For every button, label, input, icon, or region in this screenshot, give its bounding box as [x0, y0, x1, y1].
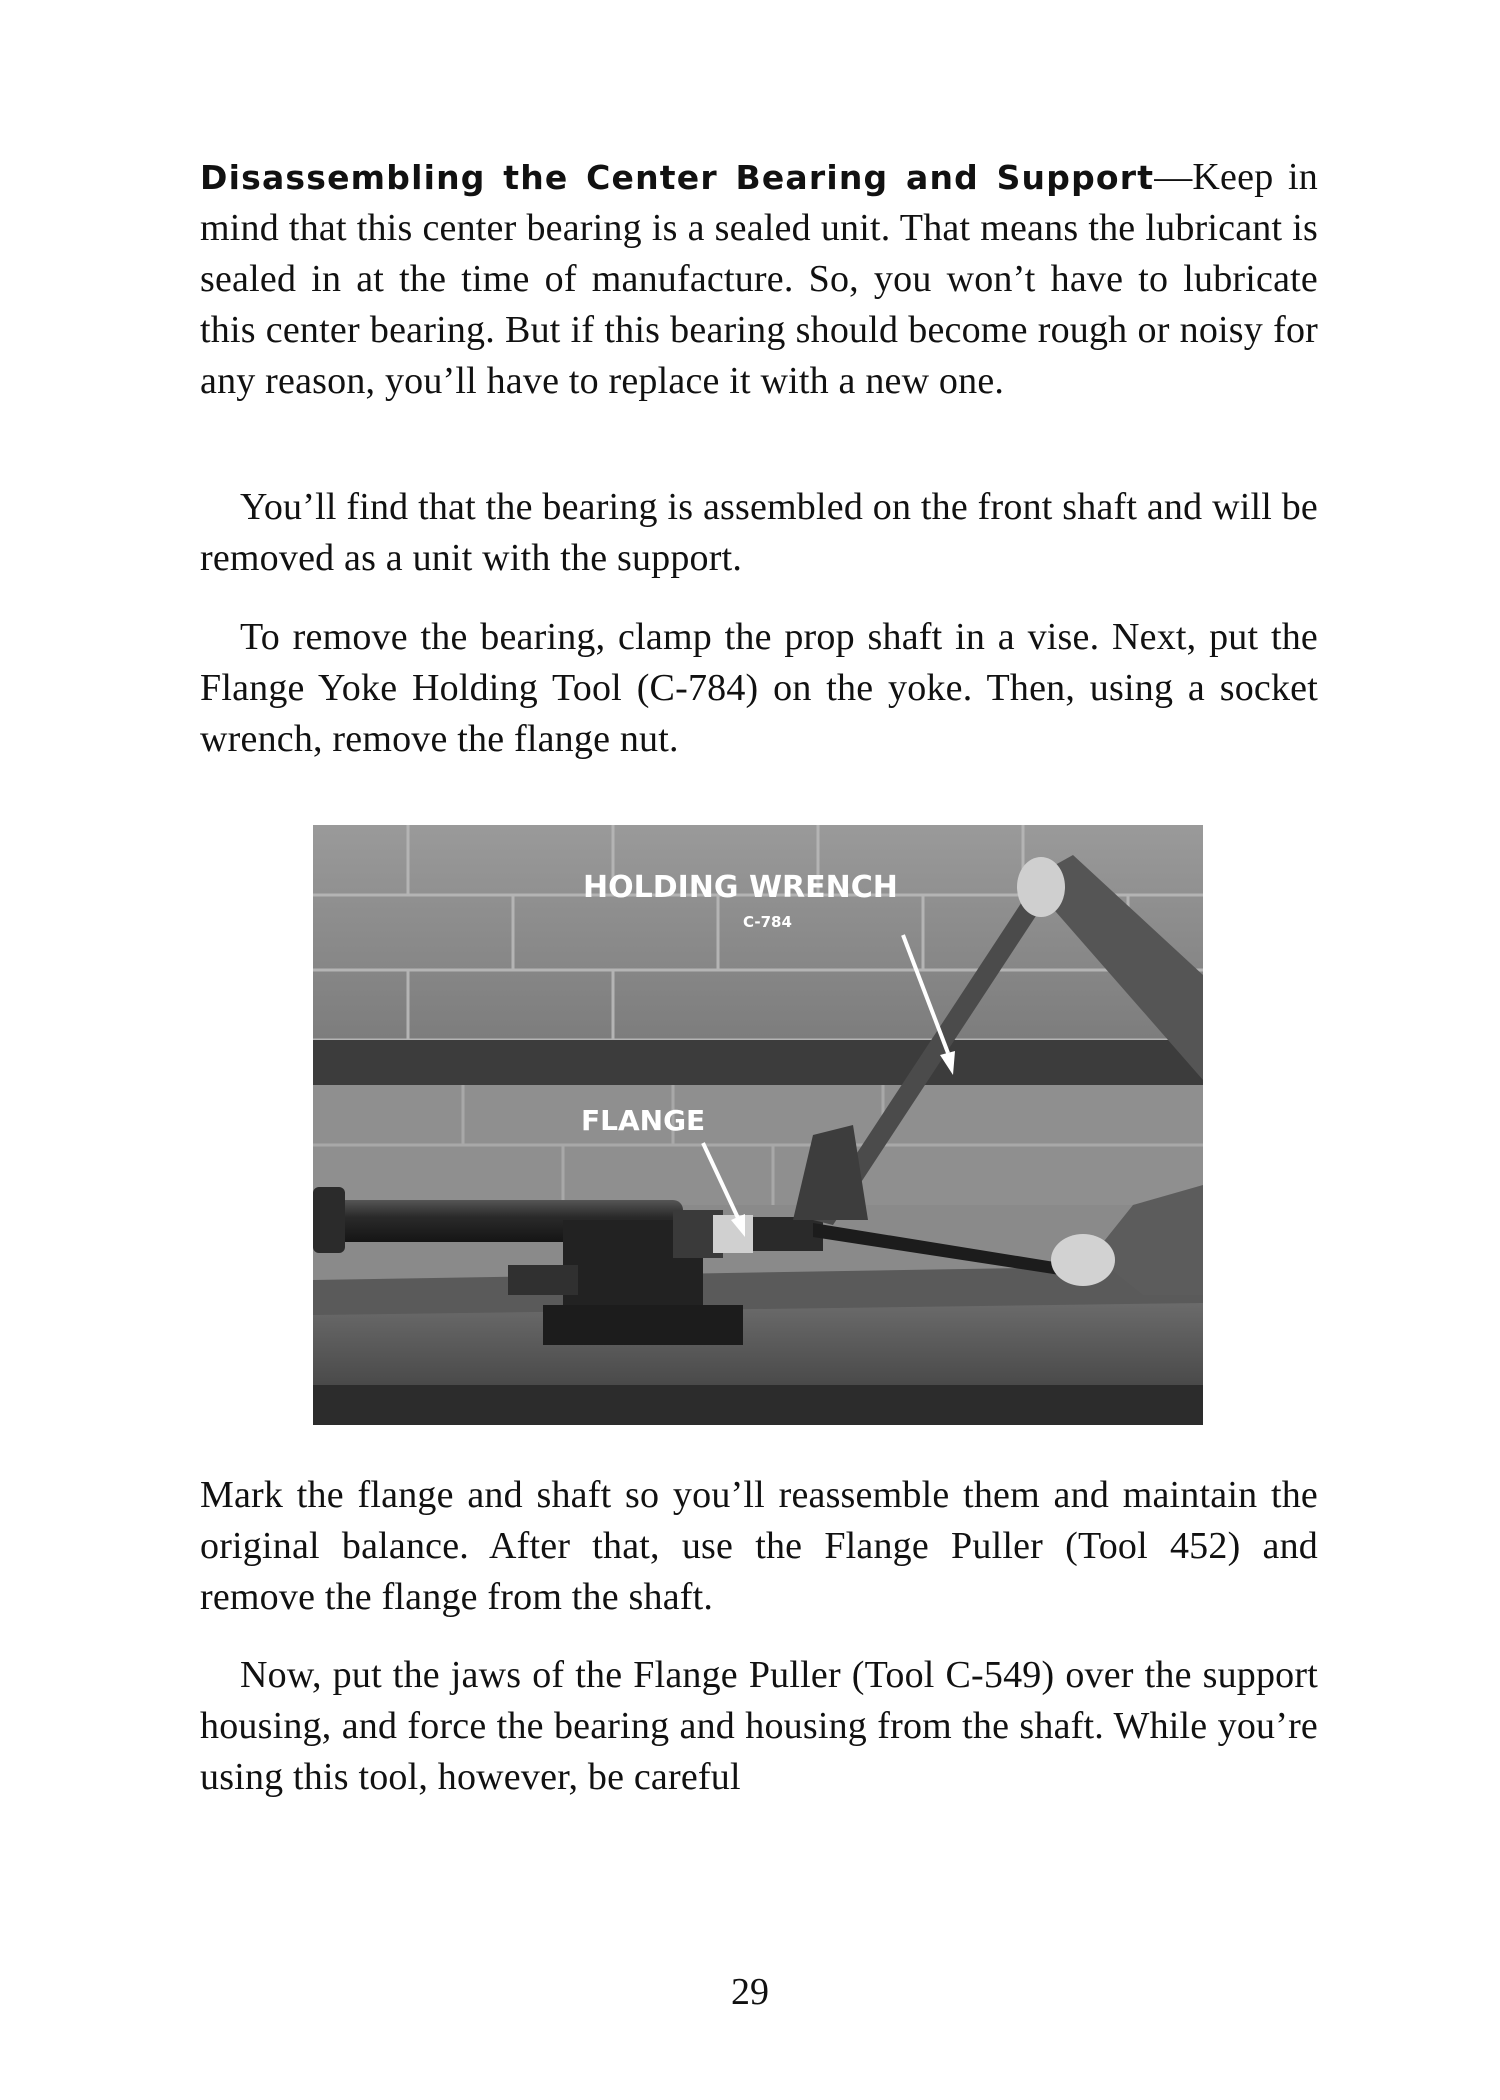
- paragraph-remove-bearing: To remove the bearing, clamp the prop shaft in a vise. Next, put the Flange Yoke Holding Tool (C-784) on the yoke. Then, using a socket wrench, remove the flange nut.: [200, 616, 1318, 760]
- paragraph-bearing-assembled: You’ll find that the bearing is assembled on the front shaft and will be removed as a unit with the support.: [200, 486, 1318, 579]
- label-tool-number: C-784: [743, 913, 792, 931]
- paragraph-mark-flange: Mark the flange and shaft so you’ll reassemble them and maintain the original balance. After that, use the Flange Puller (Tool 452) and remove the flange from the shaft.: [200, 1474, 1318, 1618]
- label-holding-wrench: HOLDING WRENCH: [583, 870, 898, 905]
- photo-holding-wrench-on-flange: [313, 825, 1203, 1425]
- paragraph-flange-puller: Now, put the jaws of the Flange Puller (Tool C-549) over the support housing, and force the bearing and housing from the shaft. While you’re using this tool, however, be careful: [200, 1654, 1318, 1798]
- paragraph-text: —Keep in mind that this center bearing is a sealed unit. That means the lubricant is sealed in at the time of manufacture. So, you won’t have to lubricate this center bearing. But if this bearing should become rough or noisy for any reason, you’ll have to replace it with a new one.: [200, 156, 1318, 402]
- paragraph-center-bearing-intro: [200, 152, 1318, 407]
- page-number: 29: [731, 1971, 769, 2013]
- section-heading: Disassembling the Center Bearing and Support: [200, 158, 1155, 197]
- label-flange: FLANGE: [581, 1104, 706, 1137]
